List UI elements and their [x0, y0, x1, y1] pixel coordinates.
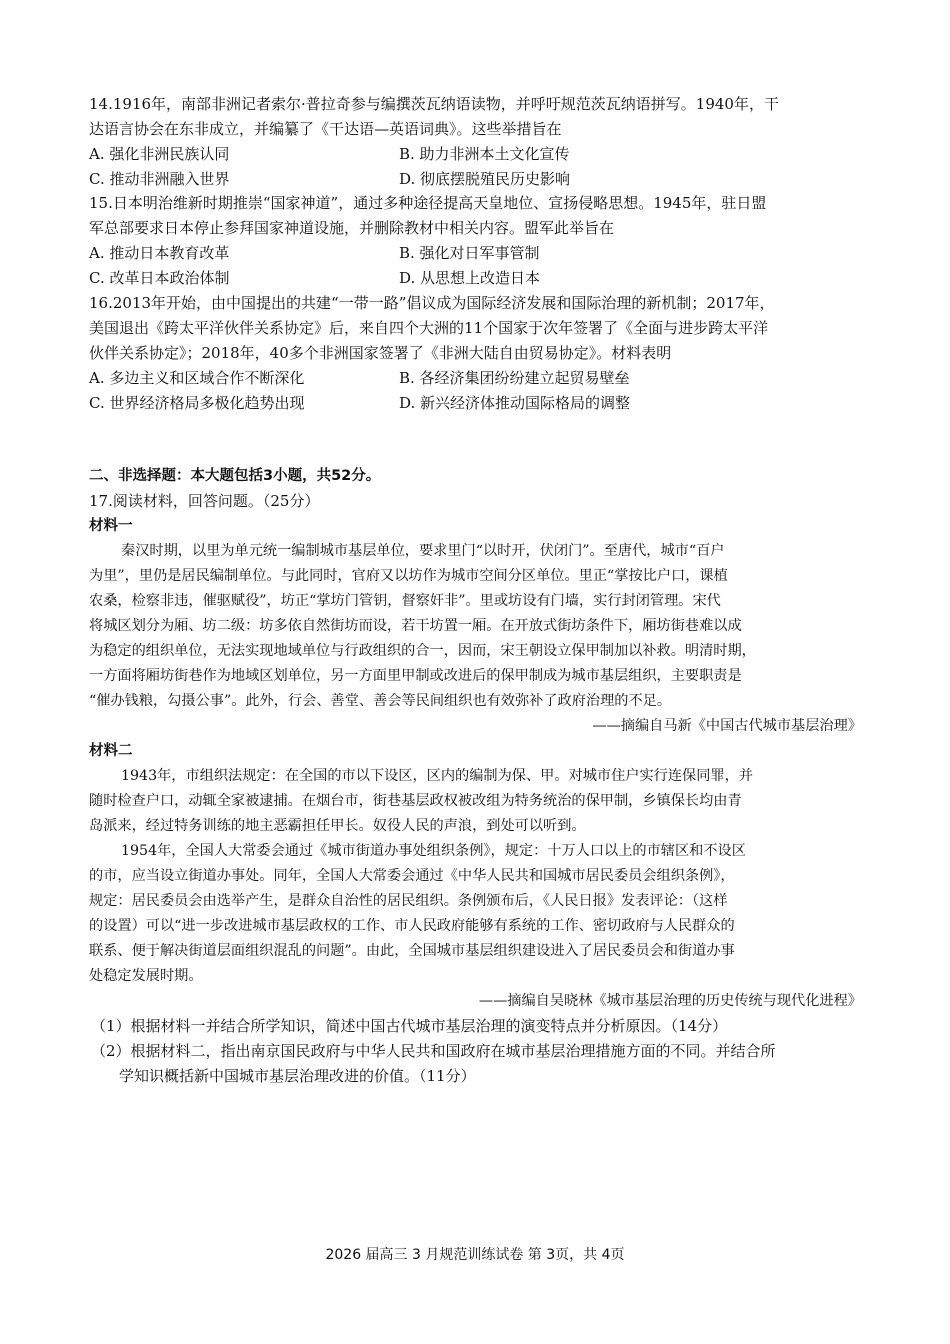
q16-option-b: B. 各经济集团纷纷建立起贸易壁垒: [399, 369, 630, 387]
q14-stem-line1: 14.1916年，南部非洲记者索尔·普拉奇参与编撰茨瓦纳语读物，并呼吁规范茨瓦纳语拼写。1940年，干: [89, 95, 779, 113]
q16-option-c: C. 世界经济格局多极化趋势出现: [89, 394, 305, 412]
material2-source: ——摘编自吴晓林《城市基层治理的历史传统与现代化进程》: [478, 993, 862, 1009]
q14-option-a: A. 强化非洲民族认同: [89, 145, 230, 163]
material1-line: “催办钱粮，勾摄公事”。此外，行会、善堂、善会等民间组织也有效弥补了政府治理的不足。: [89, 693, 672, 709]
material2-line: 随时检查户口，动辄全家被逮捕。在烟台市，街巷基层政权被改组为特务统治的保甲制，乡镇保长均由青: [89, 793, 742, 809]
material1-line: 将城区划分为厢、坊二级：坊多依自然街坊而设，若干坊置一厢。在开放式街坊条件下，厢坊街巷难以成: [89, 618, 742, 634]
material1-title: 材料一: [89, 518, 133, 534]
material1-line: 为里”，里仍是居民编制单位。与此同时，官府又以坊作为城市空间分区单位。里正“掌按比户口，课植: [89, 568, 728, 584]
q16-option-d: D. 新兴经济体推动国际格局的调整: [399, 394, 631, 412]
material1-line: 一方面将厢坊街巷作为地域区划单位，另一方面里甲制或改进后的保甲制成为城市基层组织，主要职责是: [89, 668, 742, 684]
material2-line: 1954年，全国人大常委会通过《城市街道办事处组织条例》，规定：十万人口以上的市辖区和不设区: [121, 843, 746, 859]
section2-heading: 二、非选择题：本大题包括3小题，共52分。: [89, 468, 381, 484]
q17-subquestion-2-line2: 学知识概括新中国城市基层治理改进的价值。（11分）: [119, 1067, 476, 1085]
q15-stem-line1: 15.日本明治维新时期推崇“国家神道”，通过多种途径提高天皇地位、宣扬侵略思想。1945年，驻日盟: [89, 194, 767, 212]
q15-option-b: B. 强化对日军事管制: [399, 244, 540, 262]
material2-line: 联系、便于解决街道层面组织混乱的问题”。由此，全国城市基层组织建设进入了居民委员会和街道办事: [89, 943, 735, 959]
q17-subquestion-2-line1: （2）根据材料二，指出南京国民政府与中华人民共和国政府在城市基层治理措施方面的不同。并结合所: [91, 1042, 776, 1060]
q14-stem-line2: 达语言协会在东非成立，并编纂了《干达语—英语词典》。这些举措旨在: [89, 120, 562, 138]
q15-option-a: A. 推动日本教育改革: [89, 244, 230, 262]
page-footer: 2026 届高三 3 月规范训练试卷 第 3页，共 4页: [325, 1247, 625, 1263]
material2-line: 规定：居民委员会由选举产生，是群众自治性的居民组织。条例颁布后，《人民日报》发表评论：（这样: [89, 893, 728, 909]
q15-option-c: C. 改革日本政治体制: [89, 269, 230, 287]
material1-source: ——摘编自马新《中国古代城市基层治理》: [592, 718, 862, 734]
material1-line: 秦汉时期，以里为单元统一编制城市基层单位，要求里门“以时开，伏闭门”。至唐代，城市“百户: [121, 543, 725, 559]
q16-stem-line3: 伙伴关系协定》；2018年，40多个非洲国家签署了《非洲大陆自由贸易协定》。材料表明: [89, 344, 672, 362]
q14-option-c: C. 推动非洲融入世界: [89, 170, 230, 188]
q14-option-b: B. 助力非洲本土文化宣传: [399, 145, 570, 163]
material2-line: 的市，应当设立街道办事处。同年，全国人大常委会通过《中华人民共和国城市居民委员会组织条例》，: [89, 868, 735, 884]
q17-intro: 17.阅读材料，回答问题。（25分）: [89, 492, 320, 510]
q16-option-a: A. 多边主义和区域合作不断深化: [89, 369, 305, 387]
material2-title: 材料二: [89, 743, 133, 759]
material2-line: 的设置）可以“进一步改进城市基层政权的工作、市人民政府能够有系统的工作、密切政府与人民群众的: [89, 918, 735, 934]
material1-line: 农桑，检察非违，催驱赋役”，坊正“掌坊门管钥，督察奸非”。里或坊设有门墙，实行封闭管理。宋代: [89, 593, 721, 609]
material2-line: 岛派来，经过特务训练的地主恶霸担任甲长。奴役人民的声浪，到处可以听到。: [89, 818, 586, 834]
q15-stem-line2: 军总部要求日本停止参拜国家神道设施，并删除教材中相关内容。盟军此举旨在: [89, 219, 615, 237]
q14-option-d: D. 彻底摆脱殖民历史影响: [399, 170, 571, 188]
material2-line: 处稳定发展时期。: [89, 968, 203, 984]
material1-line: 为稳定的组织单位，无法实现地域单位与行政组织的合一，因而，宋王朝设立保甲制加以补救。明清时期，: [89, 643, 756, 659]
q16-stem-line1: 16.2013年开始，由中国提出的共建“一带一路”倡议成为国际经济发展和国际治理的新机制；2017年，: [89, 294, 775, 312]
material2-line: 1943年，市组织法规定：在全国的市以下设区，区内的编制为保、甲。对城市住户实行连保同罪，并: [121, 768, 753, 784]
q15-option-d: D. 从思想上改造日本: [399, 269, 541, 287]
q16-stem-line2: 美国退出《跨太平洋伙伴关系协定》后，来自四个大洲的11个国家于次年签署了《全面与进步跨太平洋: [89, 319, 769, 337]
q17-subquestion-1: （1）根据材料一并结合所学知识，简述中国古代城市基层治理的演变特点并分析原因。（14分）: [91, 1017, 728, 1035]
